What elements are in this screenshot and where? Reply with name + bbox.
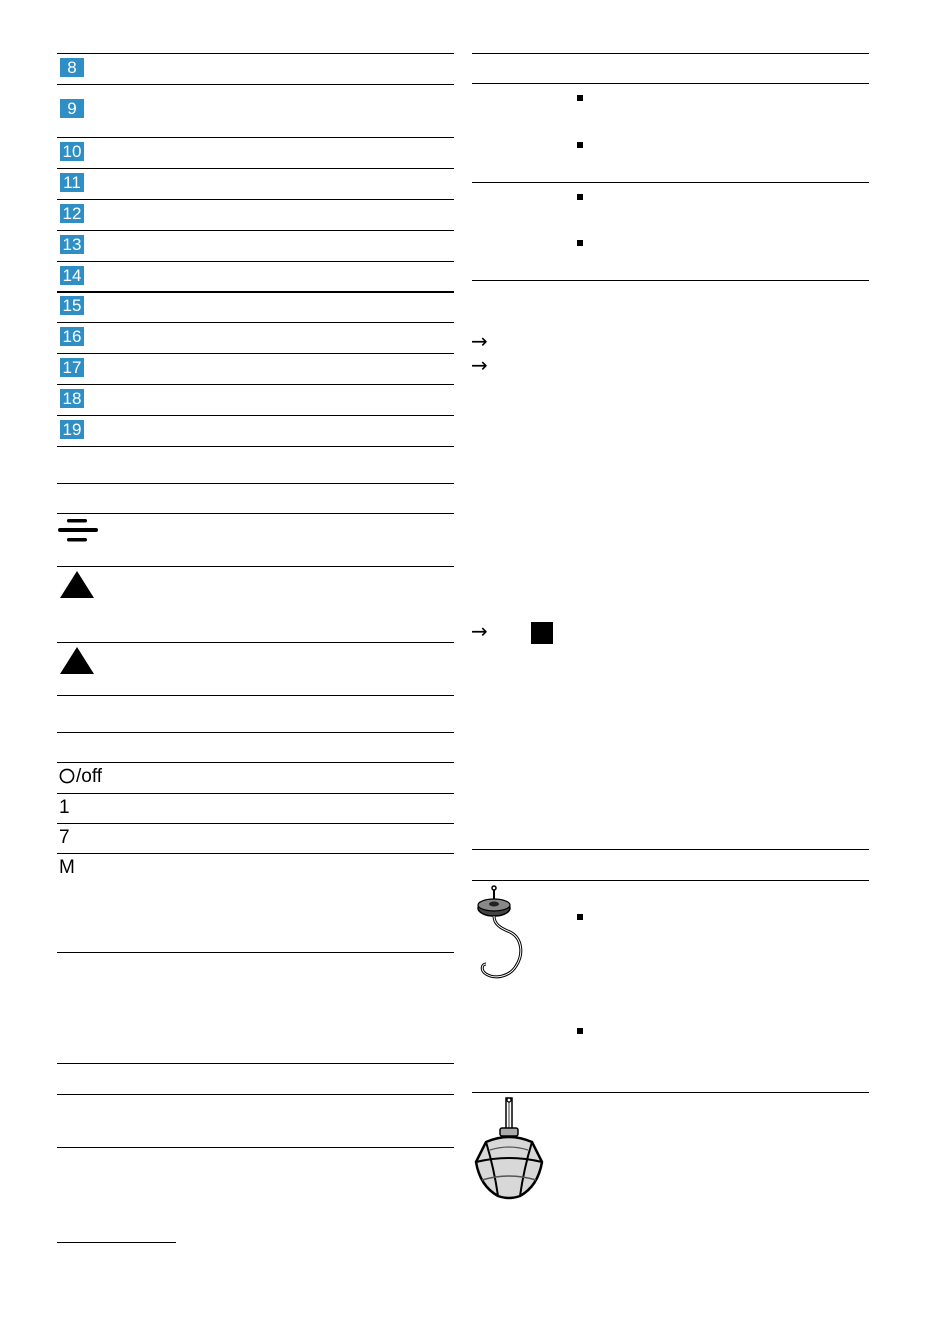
divider <box>57 483 454 484</box>
warning-icon <box>60 571 94 598</box>
item-number-badge: 11 <box>60 173 84 192</box>
square-bullet-icon <box>577 914 583 920</box>
divider <box>57 199 454 200</box>
arrow-icon: → <box>471 619 488 643</box>
divider <box>57 732 454 733</box>
divider <box>57 566 454 567</box>
item-number-badge: 18 <box>60 389 84 408</box>
setting-1: 1 <box>59 797 70 818</box>
item-number-badge: 10 <box>60 142 84 161</box>
divider <box>472 1092 869 1093</box>
setting-m: M <box>59 857 75 878</box>
divider <box>57 446 454 447</box>
divider <box>472 280 869 281</box>
divider <box>57 762 454 763</box>
divider <box>57 384 454 385</box>
divider <box>57 1094 454 1095</box>
arrow-icon: → <box>471 329 488 353</box>
divider <box>472 182 869 183</box>
item-number-badge: 14 <box>60 266 84 285</box>
circle-icon <box>59 768 75 784</box>
square-bullet-icon <box>577 240 583 246</box>
divider <box>57 291 454 293</box>
button-symbol-icon <box>531 622 553 644</box>
footnote-rule <box>57 1242 176 1243</box>
divider <box>57 322 454 323</box>
item-number-badge: 15 <box>60 296 84 315</box>
item-number-badge: 8 <box>60 58 84 77</box>
beater-icon <box>472 1094 548 1204</box>
setting-7: 7 <box>59 827 70 848</box>
divider <box>57 415 454 416</box>
kneading-hook-icon <box>470 884 530 984</box>
item-number-badge: 19 <box>60 420 84 439</box>
divider <box>57 137 454 138</box>
item-number-badge: 9 <box>60 99 84 118</box>
divider <box>57 853 454 854</box>
note-icon <box>58 519 98 543</box>
divider <box>472 83 869 84</box>
divider <box>57 168 454 169</box>
divider <box>57 353 454 354</box>
arrow-icon: → <box>471 353 488 377</box>
divider <box>57 261 454 262</box>
divider <box>472 849 869 850</box>
item-number-badge: 12 <box>60 204 84 223</box>
item-number-badge: 13 <box>60 235 84 254</box>
divider <box>57 84 454 85</box>
divider <box>57 1147 454 1148</box>
divider <box>57 695 454 696</box>
setting-off <box>59 766 102 788</box>
item-number-badge: 17 <box>60 358 84 377</box>
square-bullet-icon <box>577 95 583 101</box>
divider <box>57 1063 454 1064</box>
divider <box>472 880 869 881</box>
divider <box>57 823 454 824</box>
item-number-badge: 16 <box>60 327 84 346</box>
divider <box>57 230 454 231</box>
square-bullet-icon <box>577 1028 583 1034</box>
divider <box>472 53 869 54</box>
divider <box>57 952 454 953</box>
divider <box>57 53 454 54</box>
setting-off-label: /off <box>76 766 103 787</box>
square-bullet-icon <box>577 142 583 148</box>
divider <box>57 642 454 643</box>
warning-icon <box>60 647 94 674</box>
divider <box>57 793 454 794</box>
divider <box>57 513 454 514</box>
square-bullet-icon <box>577 194 583 200</box>
